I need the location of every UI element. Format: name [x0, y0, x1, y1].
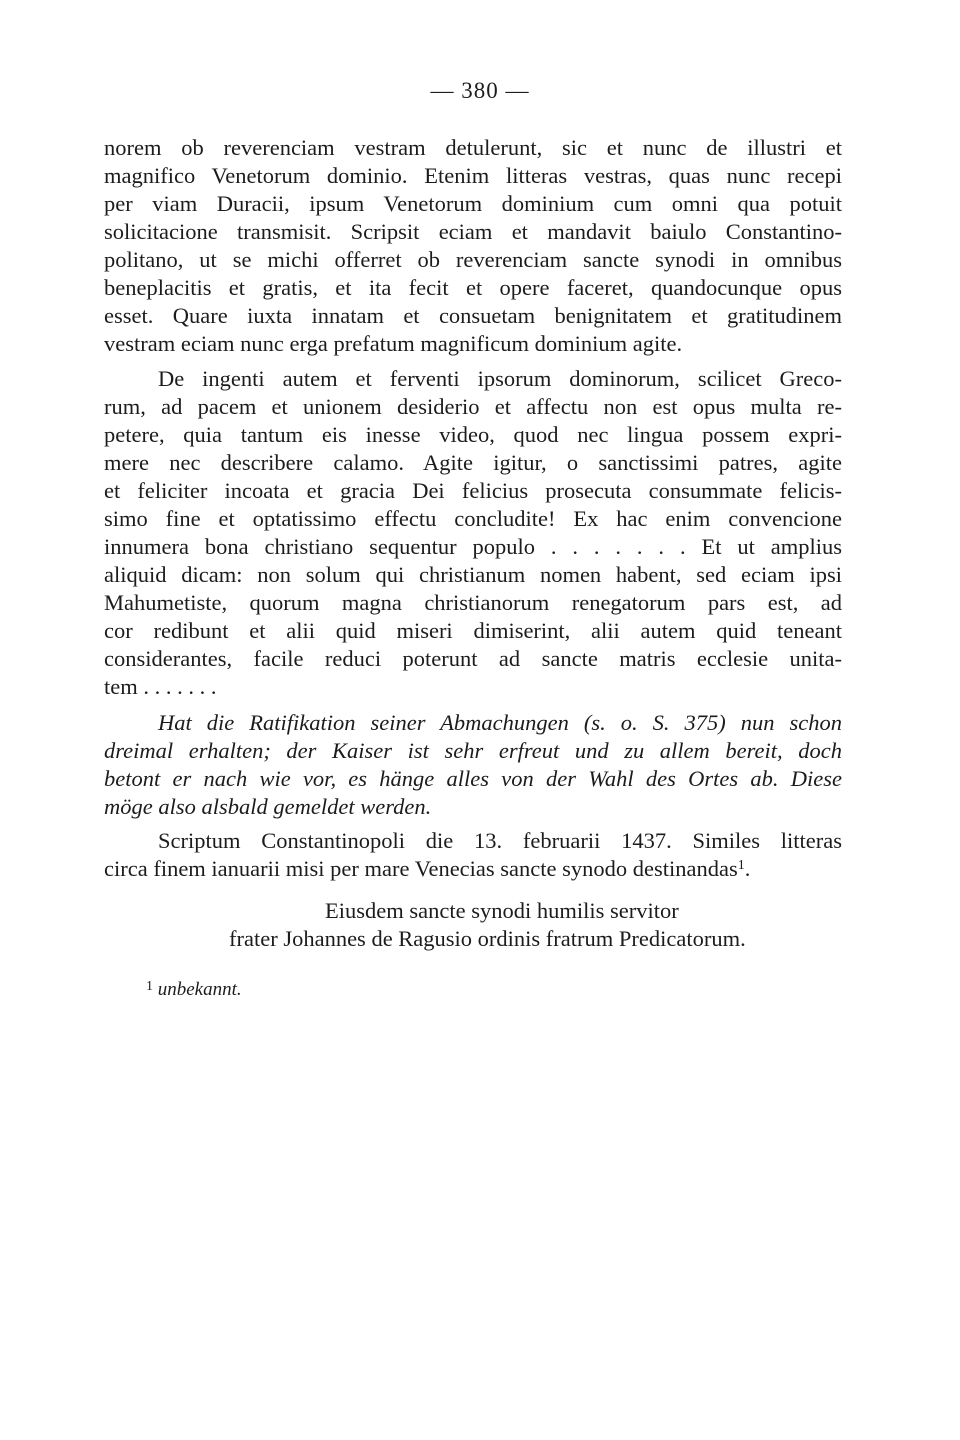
date-line: Scriptum Constantinopoli die 13. februarii 1437. Similes litteras [158, 828, 842, 853]
text-line: tem . . . . . . . [104, 674, 217, 699]
text-line: De ingenti autem et ferventi ipsorum dominorum, scilicet Greco- [158, 366, 842, 391]
signature-line: frater Johannes de Ragusio ordinis fratrum Predicatorum. [229, 926, 746, 951]
text-line: vestram eciam nunc erga prefatum magnificum dominium agite. [104, 331, 683, 356]
text-line: politano, ut se michi offerret ob reverenciam sancte synodi in omnibus [104, 247, 842, 272]
text-line: magnifico Venetorum dominio. Etenim litteras vestras, quas nunc recepi [104, 163, 842, 188]
text-line: cor redibunt et alii quid miseri dimiserint, alii autem quid teneant [104, 618, 842, 643]
text-line: rum, ad pacem et unionem desiderio et affectu non est opus multa re- [104, 394, 842, 419]
text-line: möge also alsbald gemeldet werden. [104, 794, 432, 819]
footnote-text: unbekannt. [157, 979, 242, 1000]
text-line: mere nec describere calamo. Agite igitur, o sanctissimi patres, agite [104, 450, 842, 475]
footnote [146, 974, 242, 1003]
text-line: simo fine et optatissimo effectu concludite! Ex hac enim convencione [104, 506, 842, 531]
text-line: beneplacitis et gratis, et ita fecit et opere faceret, quandocunque opus [104, 275, 842, 300]
text-line: norem ob reverenciam vestram detulerunt, sic et nunc de illustri et [104, 135, 842, 160]
text-line: petere, quia tantum eis inesse video, quod nec lingua possem expri- [104, 422, 842, 447]
text-line: Mahumetiste, quorum magna christianorum renegatorum pars est, ad [104, 590, 842, 615]
page-number: — 380 — [430, 78, 530, 103]
text-line: per viam Duracii, ipsum Venetorum dominium cum omni qua potuit [104, 191, 842, 216]
text-line: considerantes, facile reduci poterunt ad sancte matris ecclesie unita- [104, 646, 842, 671]
text-line: dreimal erhalten; der Kaiser ist sehr erfreut und zu allem bereit, doch [104, 738, 842, 763]
text-line: et feliciter incoata et gracia Dei felicius prosecuta consummate felicis- [104, 478, 842, 503]
text-line [104, 854, 842, 884]
text-line: innumera bona christiano sequentur populo . . . . . . . Et ut amplius [104, 534, 842, 559]
text-line: betont er nach wie vor, es hänge alles von der Wahl des Ortes ab. Diese [104, 766, 842, 791]
footnote-mark: 1 [146, 979, 153, 994]
text-segment: . [744, 856, 751, 881]
text-line: esset. Quare iuxta innatam et consuetam benignitatem et gratitudinem [104, 303, 842, 328]
text-line: Hat die Ratifikation seiner Abmachungen (s. o. S. 375) nun schon [158, 710, 842, 735]
text-line: solicitacione transmisit. Scripsit eciam et mandavit baiulo Constantino- [104, 219, 842, 244]
text-line: aliquid dicam: non solum qui christianum nomen habent, sed eciam ipsi [104, 562, 842, 587]
text-segment: circa finem ianuarii misi per mare Venecias sancte synodo destinandas [104, 856, 738, 881]
signature-line: Eiusdem sancte synodi humilis servitor [325, 898, 679, 923]
footnote-reference: 1 [737, 858, 745, 873]
